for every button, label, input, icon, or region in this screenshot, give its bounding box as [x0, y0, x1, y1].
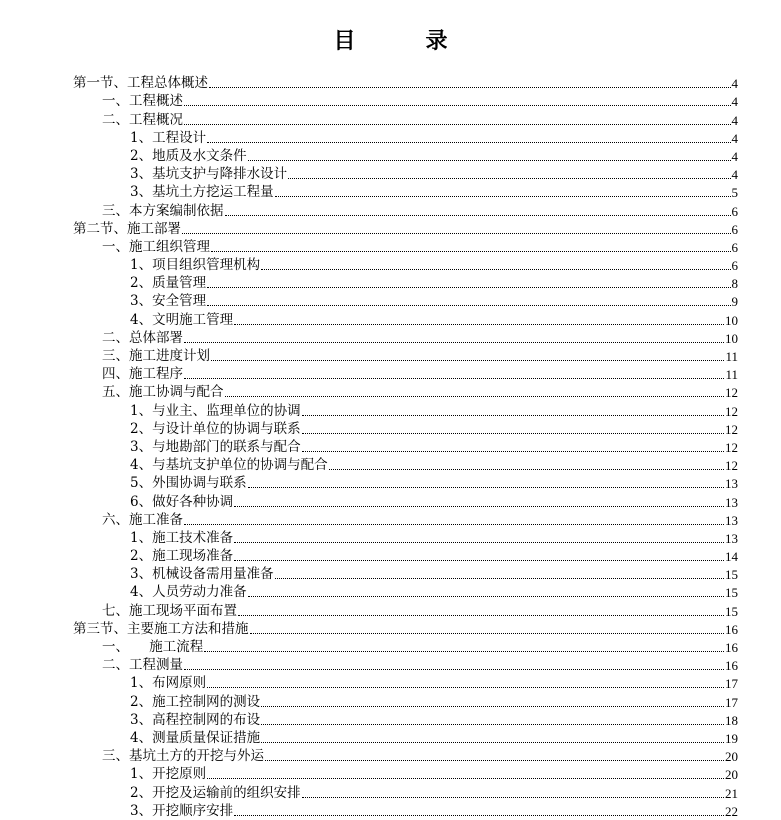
toc-entry-page-number: 19	[725, 730, 781, 747]
toc-entry[interactable]	[0, 74, 781, 92]
toc-dot-leader	[182, 233, 731, 234]
toc-entry-label: 1、施工技术准备	[130, 530, 233, 547]
toc-entry-page-number: 11	[725, 348, 781, 365]
toc-entry[interactable]	[0, 110, 781, 128]
toc-entry-page-number: 8	[732, 275, 781, 292]
toc-entry-label: 四、施工程序	[102, 366, 183, 383]
toc-title: 目 录	[0, 26, 781, 56]
toc-entry[interactable]	[0, 238, 781, 256]
toc-entry-page-number: 13	[725, 494, 781, 511]
toc-dot-leader	[225, 396, 725, 397]
toc-entry-label: 七、施工现场平面布置	[102, 603, 237, 620]
toc-entry-label: 1、工程设计	[130, 130, 206, 147]
toc-entry[interactable]	[0, 601, 781, 619]
toc-dot-leader	[288, 178, 730, 179]
toc-entry-label: 二、工程概况	[102, 112, 183, 129]
toc-entry-page-number: 4	[732, 130, 781, 147]
toc-entry[interactable]	[0, 438, 781, 456]
toc-entry[interactable]	[0, 165, 781, 183]
toc-entry[interactable]	[0, 456, 781, 474]
toc-dot-leader	[261, 724, 724, 725]
toc-entry[interactable]	[0, 201, 781, 219]
toc-dot-leader	[261, 269, 730, 270]
toc-entry[interactable]	[0, 183, 781, 201]
toc-entry[interactable]	[0, 401, 781, 419]
toc-entry-page-number: 16	[725, 657, 781, 674]
toc-entry-page-number: 4	[732, 148, 781, 165]
toc-dot-leader	[184, 378, 724, 379]
toc-entry-label: 5、外围协调与联系	[130, 475, 247, 492]
toc-dot-leader	[207, 287, 730, 288]
toc-entry-page-number: 6	[732, 221, 781, 238]
toc-dot-leader	[275, 196, 731, 197]
toc-entry-label: 一、 施工流程	[102, 639, 203, 656]
toc-entry-label: 1、布网原则	[130, 675, 206, 692]
toc-entry-page-number: 17	[725, 694, 781, 711]
toc-entry-label: 3、机械设备需用量准备	[130, 566, 274, 583]
toc-dot-leader	[211, 251, 731, 252]
toc-entry-label: 二、总体部署	[102, 330, 183, 347]
toc-entry-label: 第一节、工程总体概述	[73, 75, 208, 92]
toc-entry-label: 一、施工组织管理	[102, 239, 210, 256]
toc-dot-leader	[234, 506, 724, 507]
toc-entry-page-number: 16	[725, 621, 781, 638]
toc-dot-leader	[207, 142, 730, 143]
toc-entry-page-number: 4	[732, 93, 781, 110]
toc-entry-page-number: 9	[732, 293, 781, 310]
toc-dot-leader	[184, 524, 724, 525]
toc-dot-leader	[261, 706, 724, 707]
toc-entry-page-number: 5	[732, 184, 781, 201]
toc-entry-page-number: 12	[725, 439, 781, 456]
toc-entry-label: 6、做好各种协调	[130, 494, 233, 511]
toc-entry-label: 2、施工现场准备	[130, 548, 233, 565]
toc-dot-leader	[248, 160, 731, 161]
toc-entry[interactable]	[0, 474, 781, 492]
toc-dot-leader	[234, 560, 724, 561]
toc-entry-page-number: 4	[732, 112, 781, 129]
toc-dot-leader	[248, 596, 724, 597]
toc-dot-leader	[302, 433, 724, 434]
toc-entry[interactable]	[0, 256, 781, 274]
toc-dot-leader	[184, 124, 731, 125]
toc-dot-leader	[275, 578, 724, 579]
toc-entry-label: 二、工程测量	[102, 657, 183, 674]
toc-entry-label: 4、与基坑支护单位的协调与配合	[130, 457, 328, 474]
toc-entry[interactable]	[0, 292, 781, 310]
toc-entry-label: 4、文明施工管理	[130, 312, 233, 329]
toc-entry[interactable]	[0, 802, 781, 820]
toc-entry[interactable]	[0, 529, 781, 547]
toc-dot-leader	[184, 669, 724, 670]
toc-entry-label: 3、基坑支护与降排水设计	[130, 166, 287, 183]
toc-entry-label: 2、开挖及运输前的组织安排	[130, 785, 301, 802]
toc-dot-leader	[250, 633, 725, 634]
toc-dot-leader	[302, 451, 724, 452]
toc-entry-label: 3、开挖顺序安排	[130, 803, 233, 820]
toc-dot-leader	[209, 87, 731, 88]
toc-entry[interactable]	[0, 365, 781, 383]
toc-dot-leader	[248, 487, 724, 488]
toc-entry[interactable]	[0, 274, 781, 292]
toc-dot-leader	[302, 797, 724, 798]
toc-entry-label: 3、基坑土方挖运工程量	[130, 184, 274, 201]
toc-dot-leader	[207, 778, 724, 779]
toc-dot-leader	[329, 469, 724, 470]
toc-entry[interactable]	[0, 92, 781, 110]
toc-entry-page-number: 10	[725, 312, 781, 329]
toc-entry-label: 2、地质及水文条件	[130, 148, 247, 165]
toc-entry-label: 六、施工准备	[102, 512, 183, 529]
toc-entry[interactable]	[0, 220, 781, 238]
toc-entry-page-number: 14	[725, 548, 781, 565]
toc-entry[interactable]	[0, 547, 781, 565]
toc-entry-page-number: 4	[732, 75, 781, 92]
toc-entry-label: 1、开挖原则	[130, 766, 206, 783]
toc-entry-page-number: 15	[725, 584, 781, 601]
toc-entry[interactable]	[0, 565, 781, 583]
toc-entry-label: 一、工程概述	[102, 93, 183, 110]
toc-entry-page-number: 10	[725, 330, 781, 347]
toc-entry-page-number: 13	[725, 512, 781, 529]
toc-entry-page-number: 13	[725, 475, 781, 492]
toc-entry[interactable]	[0, 729, 781, 747]
toc-entry-label: 三、本方案编制依据	[102, 203, 224, 220]
toc-entry-label: 1、项目组织管理机构	[130, 257, 260, 274]
toc-entry-page-number: 16	[725, 639, 781, 656]
toc-dot-leader	[238, 615, 724, 616]
toc-dot-leader	[204, 651, 724, 652]
toc-entry[interactable]	[0, 492, 781, 510]
toc-dot-leader	[184, 105, 731, 106]
toc-entry[interactable]	[0, 656, 781, 674]
toc-entry-page-number: 6	[732, 257, 781, 274]
toc-entry-page-number: 15	[725, 603, 781, 620]
toc-entry[interactable]	[0, 711, 781, 729]
toc-dot-leader	[261, 742, 724, 743]
toc-entry-label: 4、测量质量保证措施	[130, 730, 260, 747]
toc-dot-leader	[211, 360, 724, 361]
toc-entry[interactable]	[0, 638, 781, 656]
toc-entry[interactable]	[0, 329, 781, 347]
toc-entry-label: 第二节、施工部署	[73, 221, 181, 238]
toc-dot-leader	[184, 342, 724, 343]
toc-dot-leader	[207, 305, 730, 306]
toc-entry-label: 1、与业主、监理单位的协调	[130, 403, 301, 420]
toc-entry-label: 3、高程控制网的布设	[130, 712, 260, 729]
toc-entry[interactable]	[0, 383, 781, 401]
toc-entry-page-number: 20	[725, 766, 781, 783]
toc-entry-page-number: 4	[732, 166, 781, 183]
toc-entry-page-number: 11	[725, 366, 781, 383]
toc-entry-label: 2、施工控制网的测设	[130, 694, 260, 711]
toc-dot-leader	[234, 542, 724, 543]
toc-entry-page-number: 17	[725, 675, 781, 692]
toc-entry-page-number: 6	[732, 239, 781, 256]
toc-entry-page-number: 12	[725, 403, 781, 420]
toc-entry-label: 4、人员劳动力准备	[130, 584, 247, 601]
toc-entry[interactable]	[0, 347, 781, 365]
toc-entry-page-number: 20	[725, 748, 781, 765]
toc-entry-page-number: 12	[725, 457, 781, 474]
toc-entry-page-number: 6	[732, 203, 781, 220]
toc-entry-label: 三、基坑土方的开挖与外运	[102, 748, 264, 765]
toc-entry[interactable]	[0, 511, 781, 529]
toc-entry-page-number: 12	[725, 384, 781, 401]
toc-entry-label: 2、与设计单位的协调与联系	[130, 421, 301, 438]
toc-dot-leader	[302, 415, 724, 416]
toc-entry-page-number: 15	[725, 566, 781, 583]
toc-entry-label: 3、与地勘部门的联系与配合	[130, 439, 301, 456]
toc-entry[interactable]	[0, 783, 781, 801]
toc-entry[interactable]	[0, 310, 781, 328]
toc-list	[0, 74, 781, 820]
toc-entry[interactable]	[0, 747, 781, 765]
toc-dot-leader	[207, 687, 724, 688]
toc-entry-label: 三、施工进度计划	[102, 348, 210, 365]
toc-entry[interactable]	[0, 620, 781, 638]
toc-entry-page-number: 18	[725, 712, 781, 729]
toc-entry-page-number: 12	[725, 421, 781, 438]
toc-entry[interactable]	[0, 583, 781, 601]
toc-dot-leader	[225, 215, 731, 216]
toc-entry-label: 3、安全管理	[130, 293, 206, 310]
toc-dot-leader	[234, 324, 724, 325]
toc-entry-page-number: 13	[725, 530, 781, 547]
toc-entry[interactable]	[0, 420, 781, 438]
toc-entry[interactable]	[0, 129, 781, 147]
toc-entry-page-number: 22	[725, 803, 781, 820]
toc-entry[interactable]	[0, 147, 781, 165]
toc-entry[interactable]	[0, 765, 781, 783]
toc-entry-label: 第三节、主要施工方法和措施	[73, 621, 249, 638]
toc-dot-leader	[265, 760, 724, 761]
toc-entry-label: 五、施工协调与配合	[102, 384, 224, 401]
toc-entry[interactable]	[0, 674, 781, 692]
toc-dot-leader	[234, 815, 724, 816]
toc-entry[interactable]	[0, 692, 781, 710]
toc-entry-label: 2、质量管理	[130, 275, 206, 292]
toc-entry-page-number: 21	[725, 785, 781, 802]
